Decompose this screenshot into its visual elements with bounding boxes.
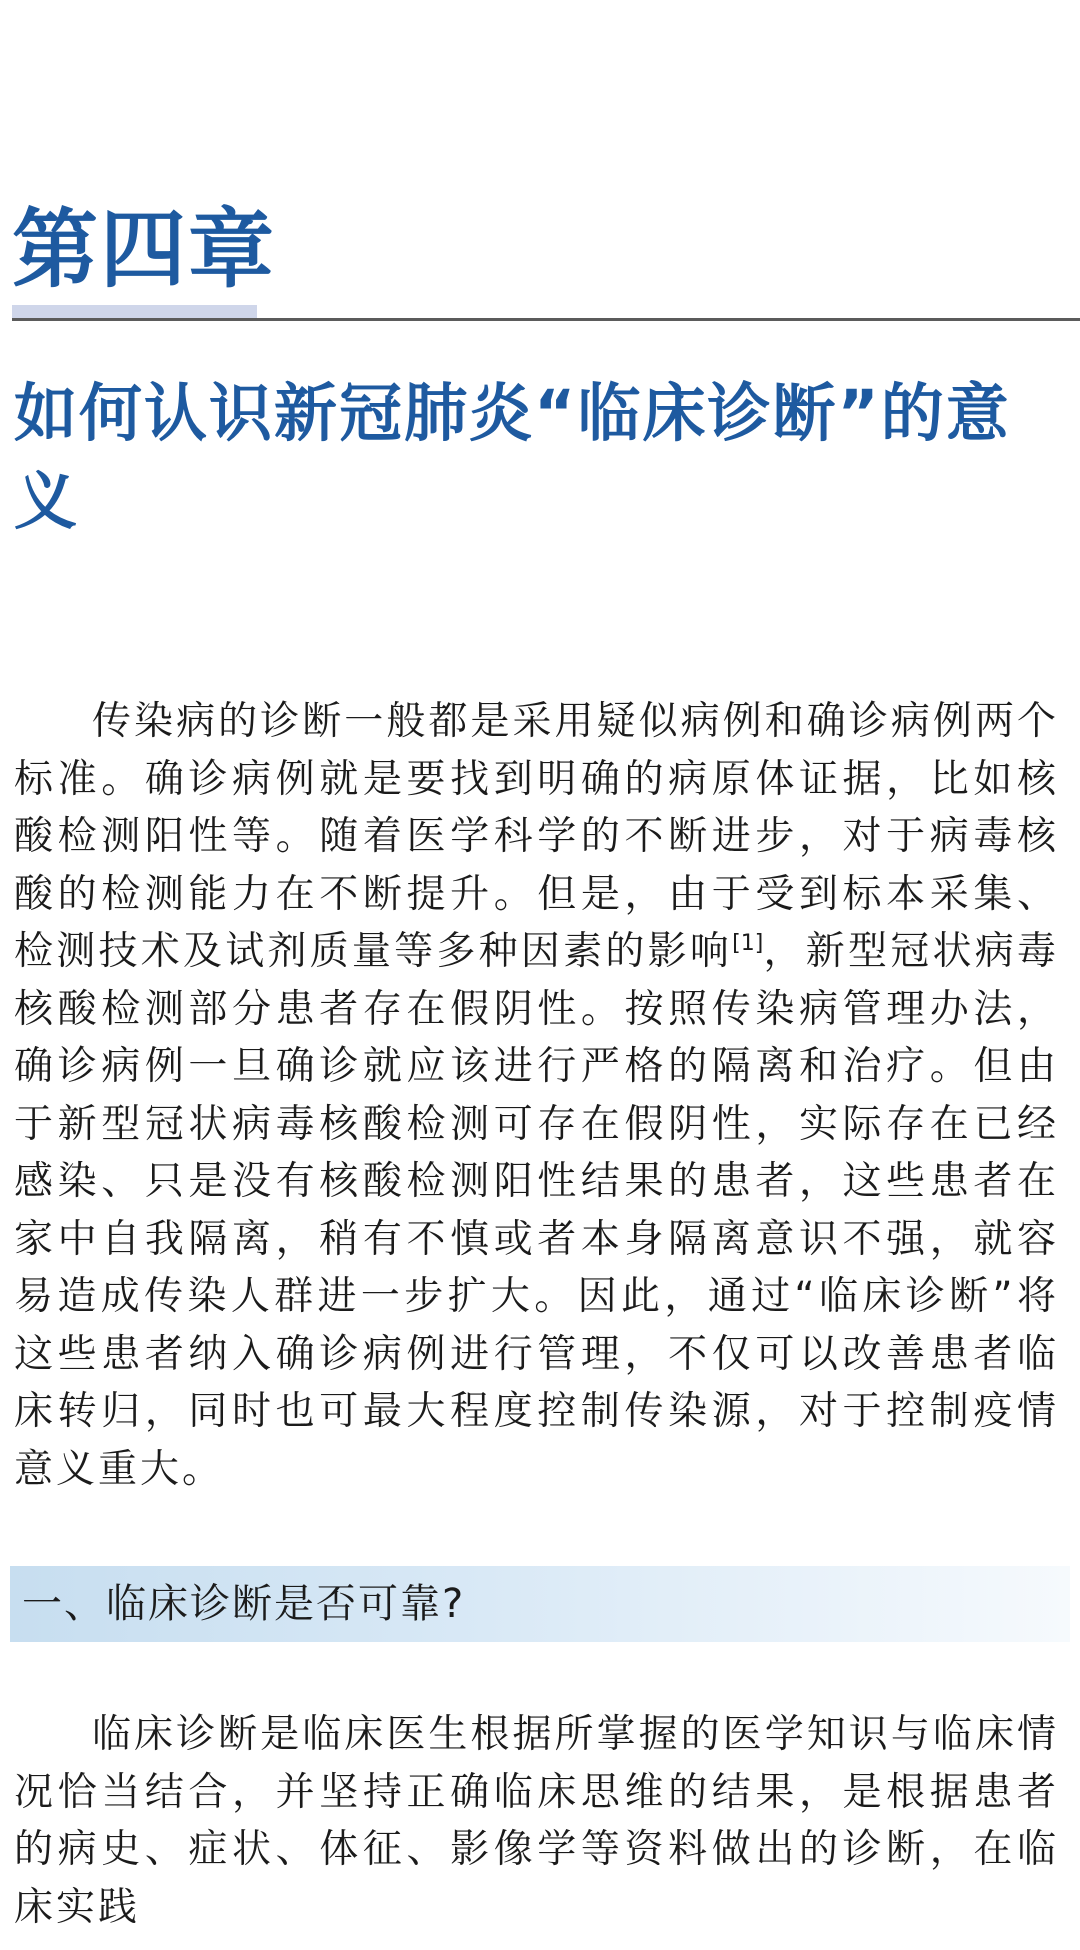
paragraph-intro-text-a: 传染病的诊断一般都是采用疑似病例和确诊病例两个标准。确诊病例就是要找到明确的病原体证据，比如核酸检测阳性等。随着医学科学的不断进步，对于病毒核酸的检测能力在不断提升。但是，由于受到标本采集、检测技术及试剂质量等多种因素的影响 [14, 699, 1059, 974]
section-heading: 一、临床诊断是否可靠? [22, 1581, 466, 1627]
paragraph-intro [14, 693, 1059, 1498]
paragraph-clinical-diagnosis: 临床诊断是临床医生根据所掌握的医学知识与临床情况恰当结合，并坚持正确临床思维的结果，是根据患者的病史、症状、体征、影像学等资料做出的诊断，在临床实践 [14, 1712, 1059, 1930]
chapter-divider [12, 318, 1080, 321]
chapter-title: 如何认识新冠肺炎“临床诊断”的意义 [14, 377, 1011, 538]
chapter-underbar [12, 305, 257, 319]
citation-marker: [1] [732, 931, 764, 956]
paragraph-intro-text-b: ，新型冠状病毒核酸检测部分患者存在假阴性。按照传染病管理办法，确诊病例一旦确诊就应该进行严格的隔离和治疗。但由于新型冠状病毒核酸检测可存在假阴性，实际存在已经感染、只是没有核酸检测阳性结果的患者，这些患者在家中自我隔离，稍有不慎或者本身隔离意识不强，就容易造成传染人群进一步扩大。因此，通过“临床诊断”将这些患者纳入确诊病例进行管理，不仅可以改善患者临床转归，同时也可最大程度控制传染源，对于控制疫情意义重大。 [14, 929, 1059, 1492]
chapter-label: 第四章 [12, 199, 276, 300]
